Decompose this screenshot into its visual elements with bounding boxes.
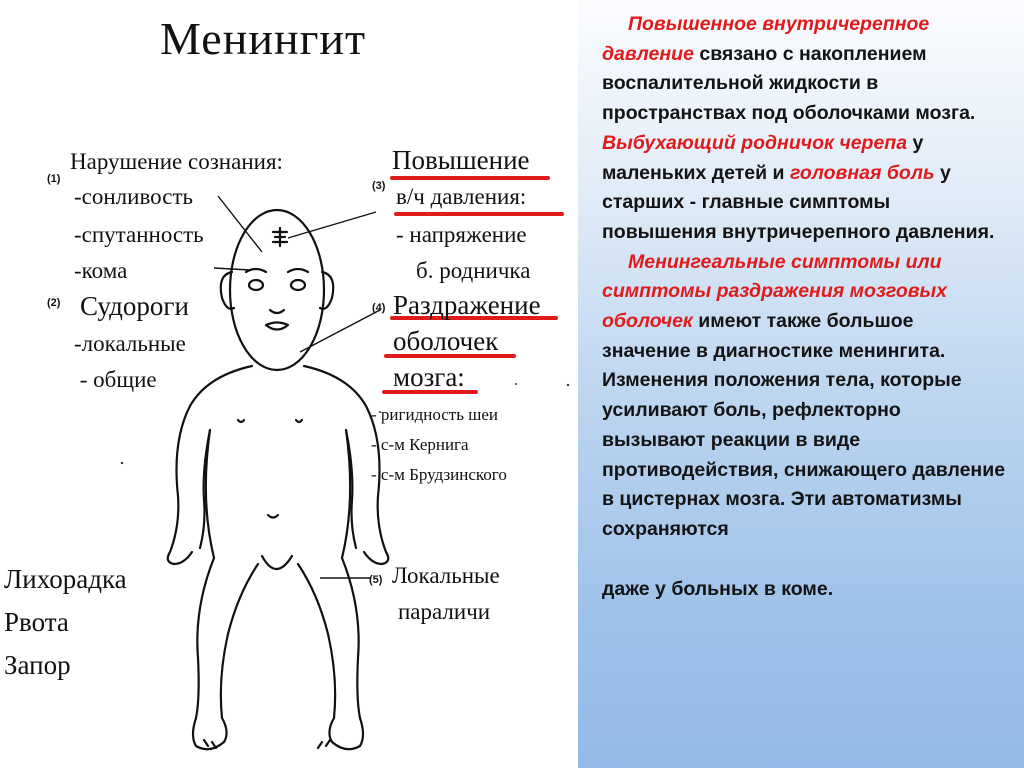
seizures-heading: Судороги	[80, 291, 189, 321]
p1-text: связано с накоплением воспалительной жидкости в пространствах под оболочками мозга.	[602, 42, 976, 125]
irritation-heading-2: оболочек	[393, 326, 499, 356]
pointer-line-1	[218, 196, 262, 252]
paragraph-4: даже у больных в коме.	[602, 577, 834, 600]
marker-3: (3)	[372, 180, 386, 192]
p3-text: имеют также большое значение в диагностике менингита. Изменения положения тела, которые усиливают боль, рефлекторно вызывают реакции в виде противодействия, снижающего давление в цистернах мозга. Эти автоматизмы сохраняются	[602, 310, 1006, 540]
consciousness-item-3: -кома	[74, 258, 128, 283]
irritation-item-2: - с-м Кернига	[371, 435, 469, 454]
consciousness-item-1: -сонливость	[74, 184, 193, 209]
pointer-line-4	[300, 310, 380, 352]
explanation-text	[602, 10, 1006, 604]
paragraph-gap	[602, 545, 1006, 575]
seizures-item-1: -локальные	[74, 331, 186, 356]
seizures-item-2: - общие	[74, 367, 157, 392]
pressure-heading-2: в/ч давления:	[396, 184, 527, 209]
general-symptom-1: Лихорадка	[4, 564, 127, 594]
general-symptom-2: Рвота	[4, 607, 69, 637]
paragraph-2	[602, 129, 1006, 248]
consciousness-item-2: -спутанность	[74, 222, 204, 247]
paragraph-1	[602, 10, 1006, 129]
page-title: Менингит	[160, 13, 367, 64]
paralysis-line-2: параличи	[398, 599, 491, 624]
irritation-heading-1: Раздражение	[393, 290, 541, 320]
paralysis-line-1: Локальные	[392, 563, 500, 588]
pressure-item-2: б. родничка	[416, 258, 531, 283]
p2-highlight-1: Выбухающий родничок черепа	[602, 131, 908, 154]
p2-text-2: у старших - главные симптомы повышения внутричерепного давления.	[602, 161, 995, 243]
head-outline	[230, 210, 324, 370]
marker-5: (5)	[369, 574, 383, 586]
irritation-heading-3: мозга:	[393, 362, 465, 392]
paragraph-3	[602, 248, 1006, 545]
pointer-line-2	[214, 268, 250, 270]
pressure-item-1: - напряжение	[396, 222, 527, 247]
explanation-panel	[578, 0, 1024, 768]
p1-highlight: Повышенное внутричерепное давление	[602, 13, 930, 65]
p2-highlight-2: головная боль	[789, 161, 935, 184]
pressure-heading-1: Повышение	[392, 145, 530, 175]
general-symptom-3: Запор	[4, 650, 71, 680]
marker-2: (2)	[47, 297, 61, 309]
marker-1: (1)	[47, 173, 61, 185]
p3-highlight: Менингеальные симптомы или симптомы раздражения мозговых оболочек	[602, 250, 948, 333]
irritation-item-3: - с-м Брудзинского	[371, 465, 507, 484]
irritation-item-1: - ригидность шеи	[371, 405, 498, 424]
consciousness-heading: Нарушение сознания:	[70, 149, 283, 174]
marker-4: (4)	[372, 302, 386, 314]
pointer-line-3	[288, 212, 376, 238]
p2-text-1: у маленьких детей и	[602, 131, 924, 184]
